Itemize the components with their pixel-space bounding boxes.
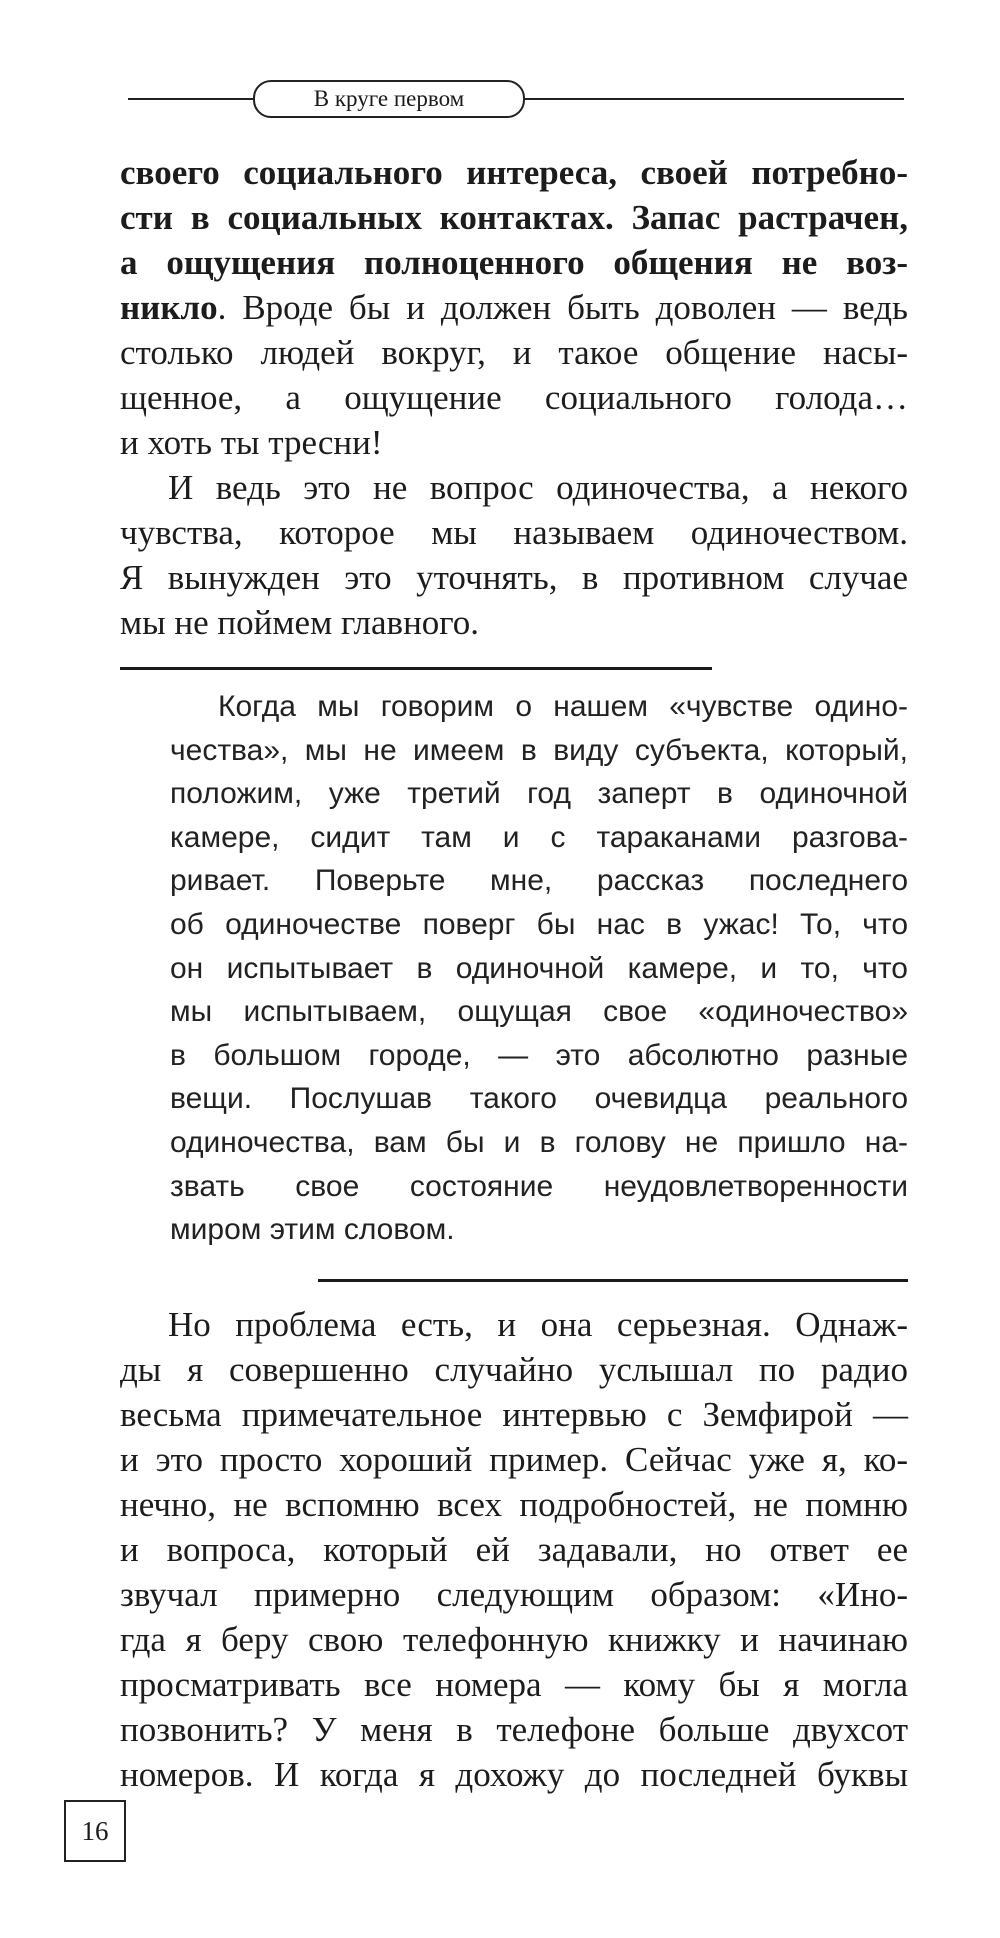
inset-top-rule	[120, 667, 712, 670]
inset-line: об одиночестве поверг бы нас в ужас! То, что	[170, 907, 908, 941]
running-title: В круге первом	[253, 80, 525, 118]
text-line: своего социального интереса, своей потребно-	[120, 153, 908, 192]
paragraph-2	[120, 465, 908, 645]
inset-line: миром этим словом.	[170, 1213, 455, 1247]
text-line: щенное, а ощущение социального голода…	[120, 378, 908, 417]
text-fragment: . Вроде бы и должен быть доволен — ведь	[217, 288, 908, 327]
text-line: Но проблема есть, и она серьезная. Однаж-	[168, 1305, 908, 1344]
paragraph-3	[120, 1302, 908, 1797]
text-line: ды я совершенно случайно услышал по радио	[120, 1350, 908, 1389]
text-line: и это просто хороший пример. Сейчас уже я, ко-	[120, 1440, 908, 1479]
header-rule-right	[523, 98, 904, 100]
text-line: И ведь это не вопрос одиночества, а некого	[168, 468, 908, 507]
text-line: и вопроса, который ей задавали, но ответ ее	[120, 1530, 908, 1569]
text-line: номеров. И когда я дохожу до последней буквы	[120, 1755, 908, 1794]
text-line: и хоть ты тресни!	[120, 423, 383, 462]
inset-quote	[170, 685, 908, 1252]
inset-line: он испытывает в одиночной камере, и то, что	[170, 951, 908, 985]
inset-line: положим, уже третий год заперт в одиночной	[170, 777, 908, 811]
paragraph-1	[120, 150, 908, 465]
page-number: 16	[64, 1800, 126, 1862]
inset-line: одиночества, вам бы и в голову не пришло на-	[170, 1125, 908, 1159]
text-line: нечно, не вспомню всех подробностей, не помню	[120, 1485, 908, 1524]
text-line: а ощущения полноценного общения не воз-	[120, 243, 908, 282]
inset-bottom-rule	[318, 1279, 908, 1282]
header-rule-left	[128, 98, 253, 100]
text-line: просматривать все номера — кому бы я могла	[120, 1665, 908, 1704]
text-line	[120, 285, 908, 330]
text-line: весьма примечательное интервью с Земфирой —	[120, 1395, 908, 1434]
inset-line: вещи. Послушав такого очевидца реального	[170, 1082, 908, 1116]
inset-line: в большом городе, — это абсолютно разные	[170, 1038, 908, 1072]
text-line: Я вынужден это уточнять, в противном случае	[120, 558, 908, 597]
text-line: чувства, которое мы называем одиночеством.	[120, 513, 908, 552]
text-line: столько людей вокруг, и такое общение насы-	[120, 333, 908, 372]
text-line: звучал примерно следующим образом: «Ино-	[120, 1575, 908, 1614]
inset-line: чества», мы не имеем в виду субъекта, который,	[170, 733, 908, 767]
text-line: мы не поймем главного.	[120, 603, 480, 642]
running-header	[128, 80, 904, 118]
inset-line: камере, сидит там и с тараканами разгова-	[170, 820, 908, 854]
bold-fragment: никло	[120, 288, 218, 327]
inset-line: ривает. Поверьте мне, рассказ последнего	[170, 864, 908, 898]
inset-line: Когда мы говорим о нашем «чувстве одино-	[218, 690, 908, 723]
text-line: гда я беру свою телефонную книжку и начинаю	[120, 1620, 908, 1659]
text-line: сти в социальных контактах. Запас растрачен,	[120, 198, 908, 237]
text-line: позвонить? У меня в телефоне больше двухсот	[120, 1710, 908, 1749]
inset-line: мы испытываем, ощущая свое «одиночество»	[170, 995, 908, 1029]
inset-line: звать свое состояние неудовлетворенности	[170, 1169, 908, 1203]
